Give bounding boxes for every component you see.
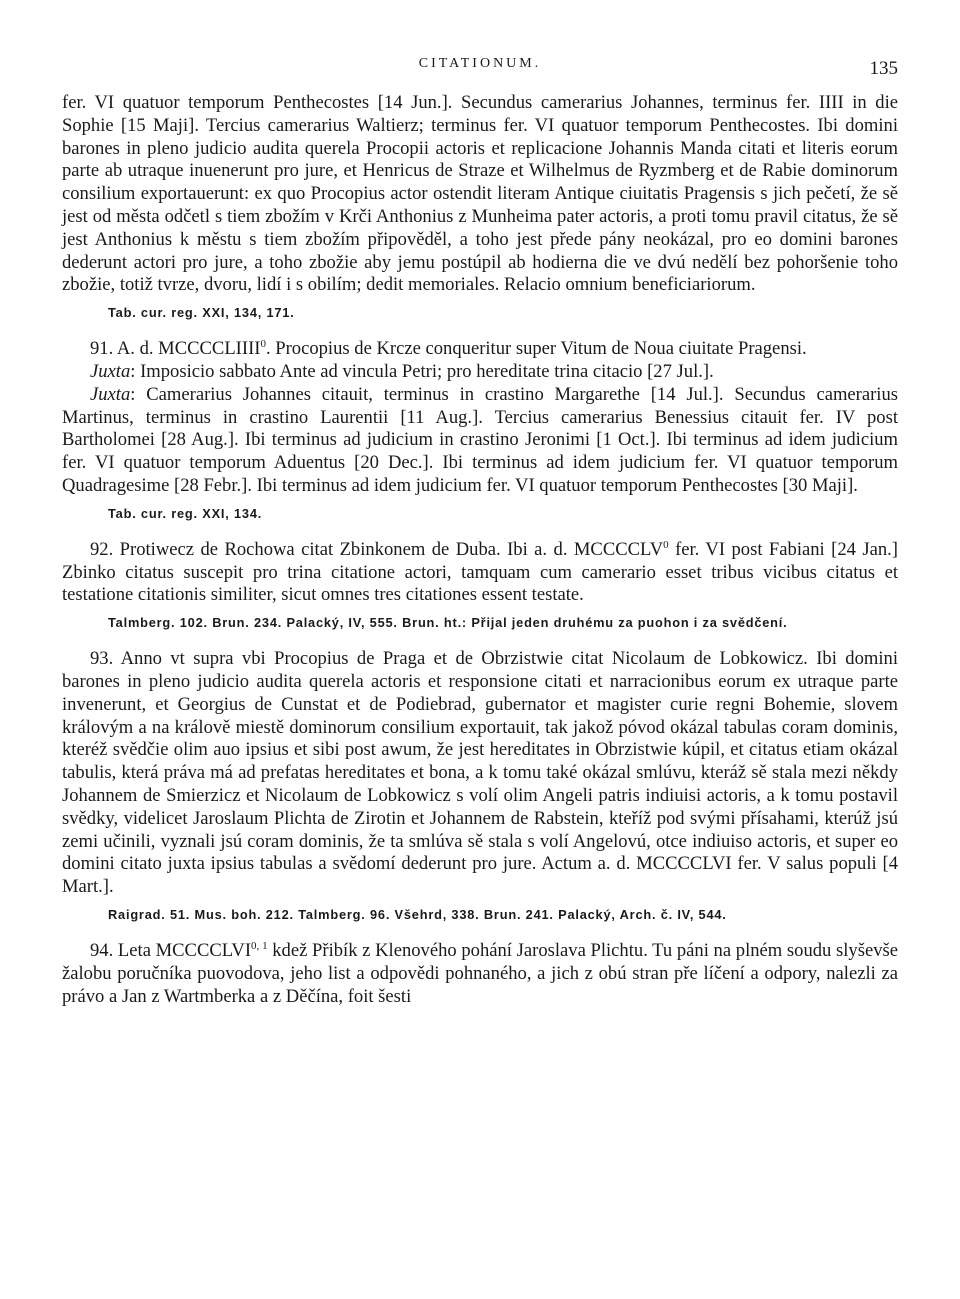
page-header: [62, 52, 898, 92]
source-citation: Tab. cur. reg. XXI, 134, 171.: [108, 305, 295, 321]
source-citation: Raigrad. 51. Mus. boh. 212. Talmberg. 96. Všehrd, 338. Brun. 241. Palacký, Arch. č. IV, 544.: [108, 906, 727, 922]
document-page: [62, 52, 898, 1008]
juxta-paragraph: [62, 361, 898, 384]
entry-92-text-start: 92. Protiwecz de Rochowa citat Zbinkonem de Duba. Ibi a. d. MCCCCLV: [90, 538, 664, 560]
superscript: 0: [663, 538, 669, 551]
entry-94-text-rest: kdež Přibík z Klenového pohání Jaroslava Plichtu. Tu páni na plném soudu slyševše žalobu poručníka puovodova, jeho list a odpovědi pohnaného, a jich z obú stran pře líčení a odpory, nalezli za právo a Jan z Wartmberka a z Děčína, foit šesti: [62, 939, 899, 1007]
juxta-label: Juxta: [90, 360, 131, 382]
juxta-text: : Imposicio sabbato Ante ad vincula Petri; pro hereditate trina citacio [27 Jul.].: [130, 360, 714, 382]
juxta-paragraph: [62, 384, 898, 498]
continued-paragraph: fer. VI quatuor temporum Penthecostes [14 Jun.]. Secundus camerarius Johannes, terminus fer. IIII in die Sophie [15 Maji]. Tercius camerarius Waltierz; terminus fer. VI quatuor temporum Penthecostes. Ibi domini barones in pleno judicio audita querela Procopii actoris et replicacione Johannis Manda citati et literis eorum parte ab utraque inuenerunt pro jure, et Henricus de Straze et Wilhelmus de Ryzmberg et de Rabie dominorum consilium exportauerunt: ex quo Procopius actor ostendit literam Antique ciuitatis Pragensis s jich pečetí, že sě jest od města odčetl s tiem zbožím v Krči Anthonius z Munheima pater actoris, a proti tomu pravil citatus, že sě jest Anthonius k městu s tiem zbožím připověděl, a toho jest přede pány neokázal, pro eo domini barones dederunt actori pro jure, a toho zbožie aby jemu postúpil ab hodierna die ve dvú nedělí bez pohoršenie toho zbožie, totiž tvrze, dvoru, lidí i s obilím; dedit memoriales. Relacio omnium beneficiariorum.: [62, 92, 898, 296]
entry-94-text-start: 94. Leta MCCCCLVI: [90, 939, 252, 961]
entry-94: [62, 940, 898, 1008]
entry-91-head: 91. A. d. MCCCCLIIII: [90, 338, 261, 360]
superscript: 0: [260, 337, 266, 350]
source-citation: Talmberg. 102. Brun. 234. Palacký, IV, 555. Brun. ht.: Přijal jeden druhému za puohon i za svědčení.: [108, 615, 788, 631]
entry-91: [62, 338, 898, 361]
entry-91-text: . Procopius de Krcze conqueritur super Vitum de Noua ciuitate Pragensi.: [265, 338, 807, 360]
source-citation: Tab. cur. reg. XXI, 134.: [108, 505, 263, 521]
page-number: 135: [869, 58, 898, 79]
superscript-footnote-ref: 0, 1: [251, 939, 268, 952]
juxta-label: Juxta: [90, 383, 131, 405]
running-head: CITATIONUM.: [418, 56, 542, 71]
entry-92-text-rest: fer. VI post Fabiani [24 Jan.] Zbinko citatus suscepit pro trina citatione actori, tamquam cum camerario esset tribus vicibus citatus et testatione citationis similiter, sicut omnes tres citationes essent testate.: [62, 538, 898, 606]
entry-93: 93. Anno vt supra vbi Procopius de Praga et de Obrzistwie citat Nicolaum de Lobkowicz. Ibi domini barones in pleno judicio audita querela actoris et responsione citati et narracionibus eorum ex utraque parte invenerunt, et Georgius de Cunstat et de Podiebrad, gubernator et magister curie regni Bohemie, slovem královým a na králově miestě dominorum consilium exportauit, tak jakož póvod okázal tabulas coram dominis, kteréž svědčie olim auo ipsius et sibi post awum, že jest hereditates in Obrzistwie kúpil, et citatus etiam okázal tabulis, která práva má ad prefatas hereditates et bona, a k tomu také okázal smlúvu, kteráž sě stala mezi někdy Johannem de Smierzicz et Nicolaum de Lobkowicz s volí olim Angeli patris indiuisi actoris, a k tomu postavil svědky, videlicet Jaroslaum Plichta de Zirotin et Johannem de Rabstein, kteříž pod svými přísahami, kterúž jsú zemi učinili, vyznali jsú coram dominis, že ta smlúva sě stala s volí Angelovú, otce indiuiso actoris, et super eo domini citato juxta ipsius tabulas a svědomí dederunt pro jure. Actum a. d. MCCCCLVI fer. V salus populi [4 Mart.].: [62, 648, 898, 898]
juxta-text: : Camerarius Johannes citauit, terminus in crastino Margarethe [14 Jul.]. Secundus camerarius Martinus, terminus in crastino Laurentii [11 Aug.]. Tercius camerarius Benessius citauit fer. IV post Bartholomei [28 Aug.]. Ibi terminus ad judicium in crastino Jeronimi [1 Oct.]. Ibi terminus ad idem judicium fer. VI quatuor temporum Aduentus [20 Dec.]. Ibi terminus ad idem judicium fer. VI quatuor temporum Quadragesime [28 Febr.]. Ibi terminus ad idem judicium fer. VI quatuor temporum Penthecostes [30 Maji].: [62, 383, 898, 496]
entry-92: [62, 539, 898, 607]
